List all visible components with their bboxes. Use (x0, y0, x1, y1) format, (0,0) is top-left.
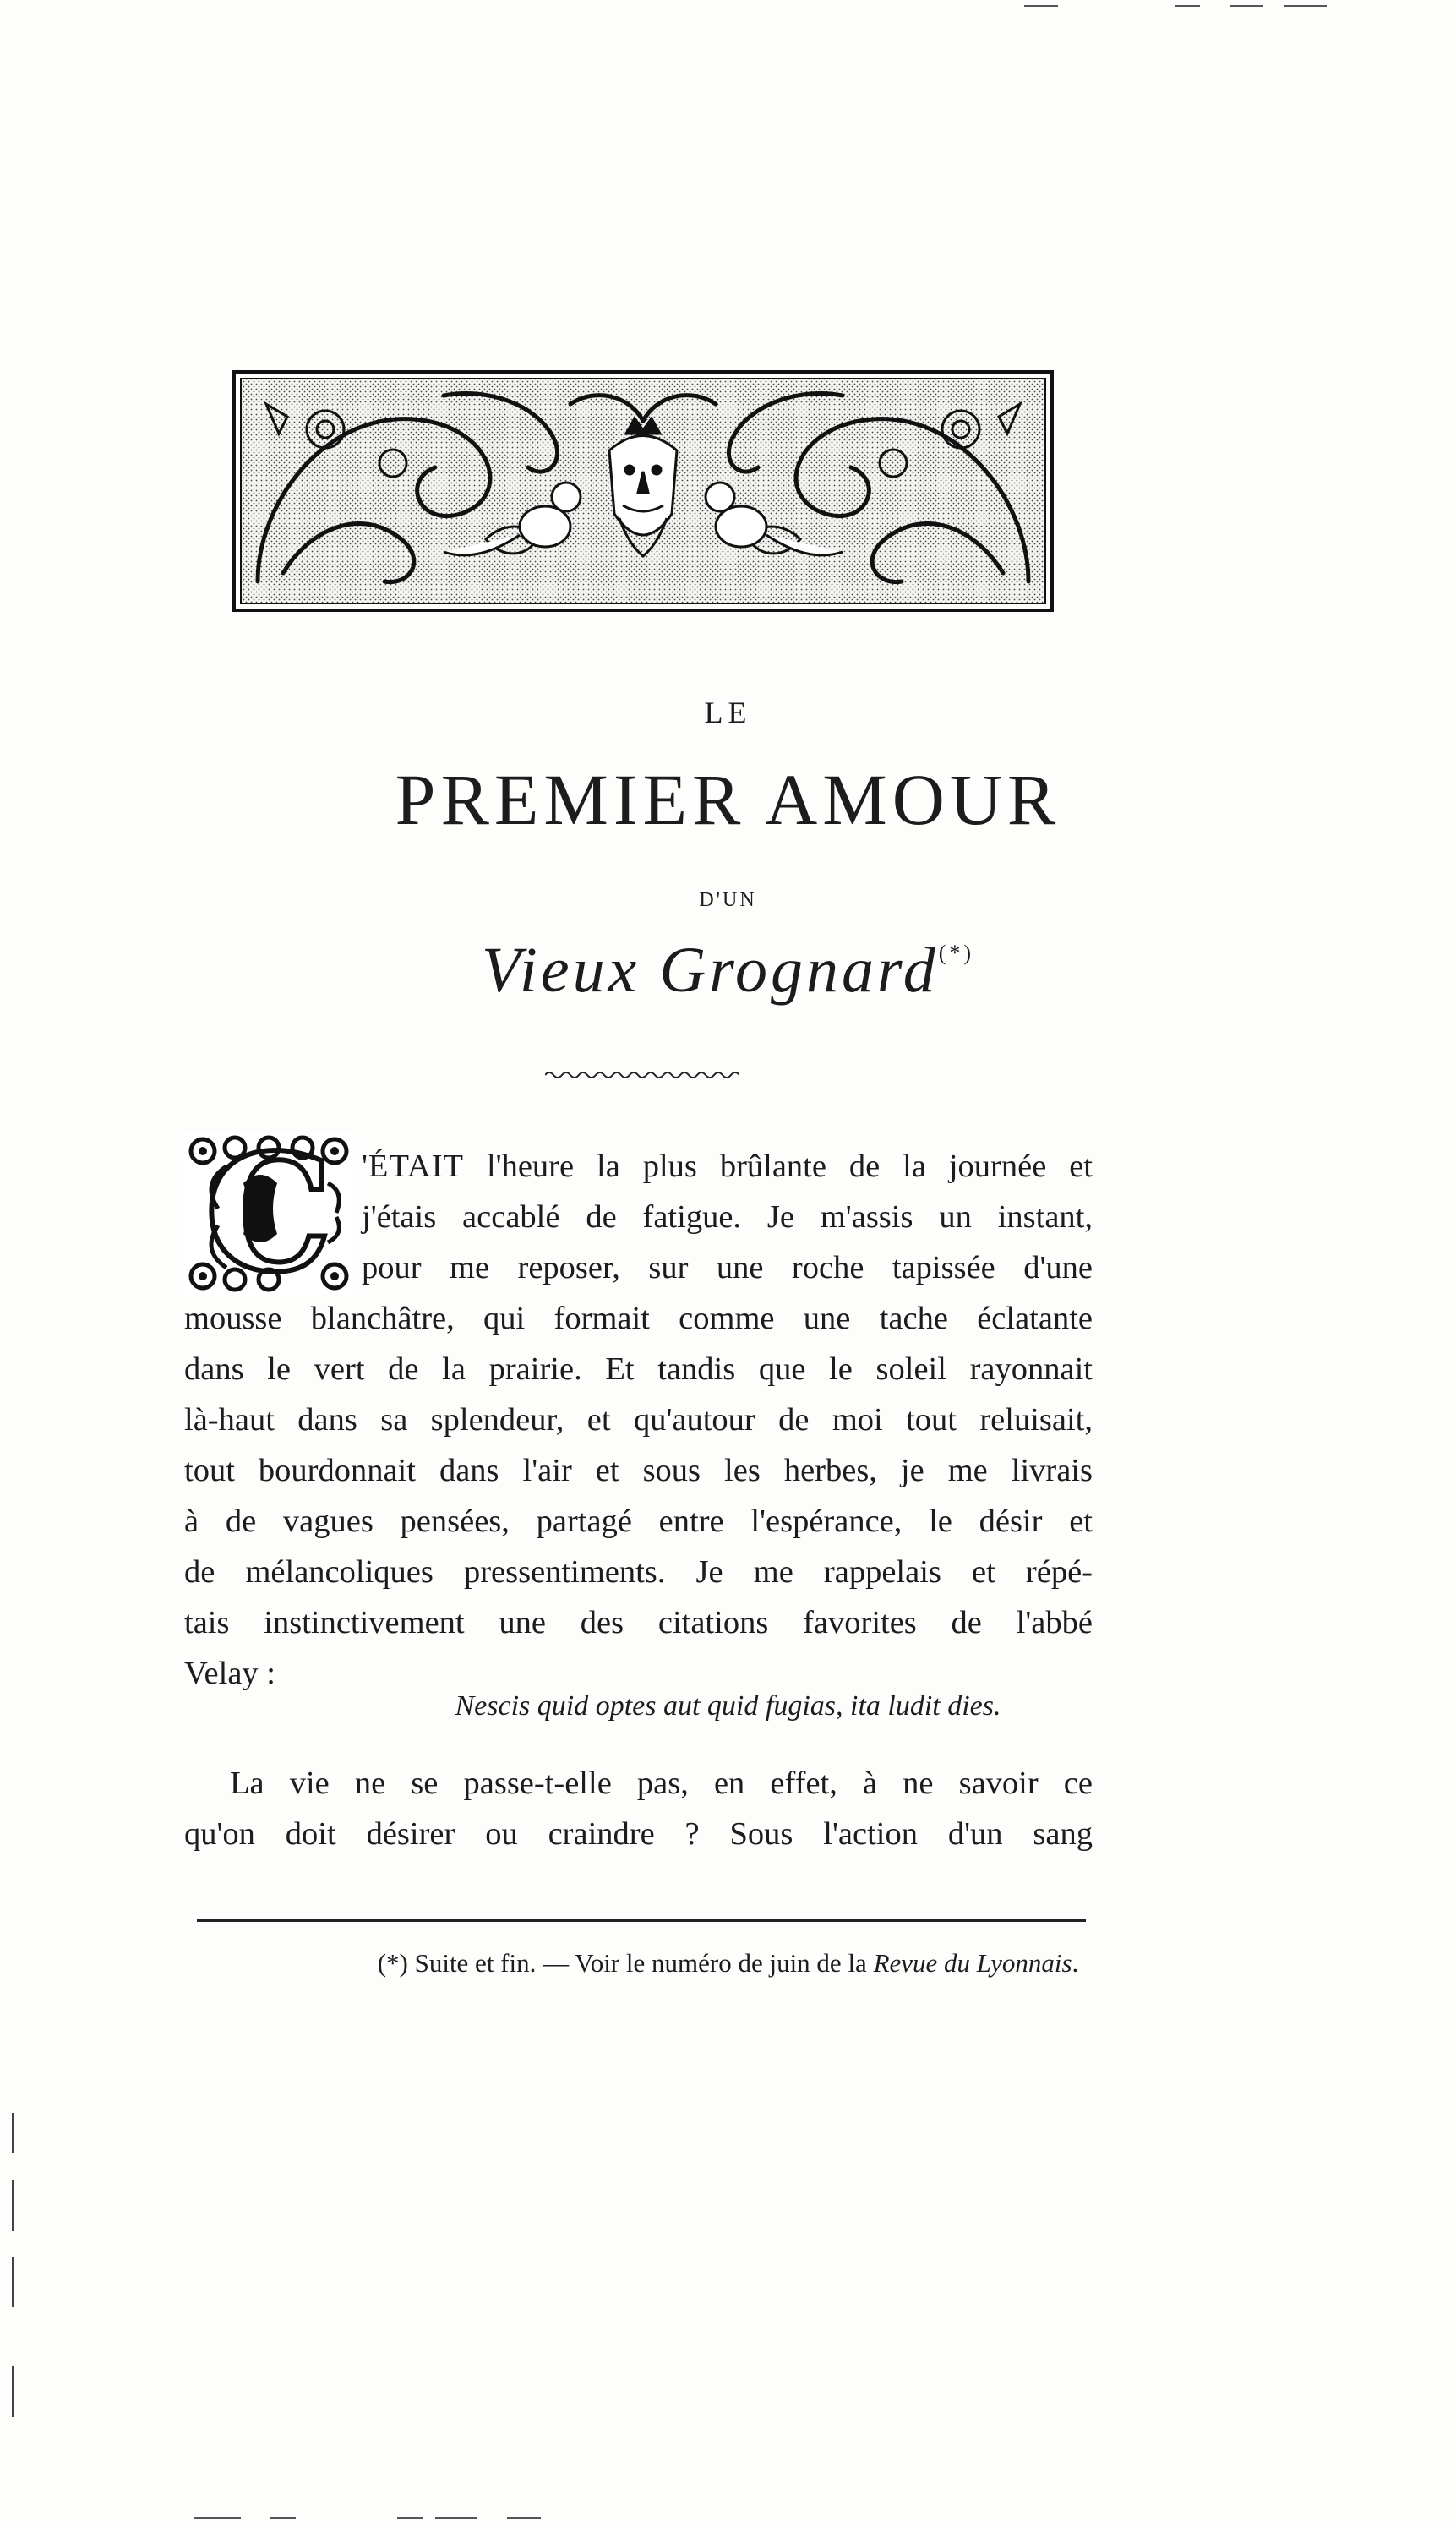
scan-margin-mark (12, 2180, 14, 2231)
paragraph-line: là-haut dans sa splendeur, et qu'autour de moi tout reluisait, (184, 1402, 1093, 1438)
scan-margin-mark (12, 2366, 14, 2417)
paragraph-line: dans le vert de la prairie. Et tandis que le soleil rayonnait (184, 1351, 1093, 1387)
scan-edge-mark (1024, 5, 1058, 7)
footnote-marker: (*) (938, 941, 975, 965)
paragraph-line: tout bourdonnait dans l'air et sous les herbes, je me livrais (184, 1453, 1093, 1488)
paragraph-line: pour me reposer, sur une roche tapissée d'une (362, 1250, 1093, 1285)
subtitle-text: Vieux Grognard (481, 935, 939, 1006)
paragraph-line: tais instinctivement une des citations favorites de l'abbé (184, 1605, 1093, 1640)
paragraph-line (362, 1141, 1093, 1192)
ornamental-headpiece (232, 370, 1054, 612)
title-article: LE (704, 696, 752, 729)
footnote-journal-title: Revue du Lyonnais (873, 1948, 1072, 1978)
scan-edge-mark (435, 2517, 477, 2519)
paragraph-line: La vie ne se passe-t-elle pas, en effet, à ne savoir ce (230, 1766, 1093, 1801)
decorative-wavy-rule (545, 1068, 739, 1082)
scan-margin-mark (12, 2113, 14, 2153)
paragraph-line: j'étais accablé de fatigue. Je m'assis un instant, (362, 1199, 1093, 1235)
scan-edge-mark (194, 2517, 241, 2519)
scan-edge-mark (1230, 5, 1263, 7)
paragraph-line: qu'on doit désirer ou craindre ? Sous l'action d'un sang (184, 1816, 1093, 1852)
footnote-text: (*) Suite et fin. — Voir le numéro de juin de la (377, 1948, 874, 1978)
scan-edge-mark (270, 2517, 296, 2519)
scan-edge-mark (507, 2517, 541, 2519)
scan-margin-mark (12, 2257, 14, 2307)
ornamental-drop-cap (184, 1133, 353, 1295)
paragraph-line-text: l'heure la plus brûlante de la journée et (464, 1149, 1093, 1184)
paragraph-line: mousse blanchâtre, qui formait comme une tache éclatante (184, 1301, 1093, 1336)
scan-edge-mark (1284, 5, 1327, 7)
scan-edge-mark (397, 2517, 423, 2519)
footnote-end: . (1072, 1948, 1079, 1978)
paragraph-line: à de vagues pensées, partagé entre l'espérance, le désir et (184, 1504, 1093, 1539)
title-connector: D'UN (699, 889, 757, 911)
scan-edge-mark (1175, 5, 1200, 7)
paragraph-line: de mélancoliques pressentiments. Je me rappelais et répé- (184, 1554, 1093, 1590)
drop-cap-word: 'ÉTAIT (362, 1149, 465, 1184)
paragraph-line: Velay : (184, 1656, 275, 1691)
drop-cap-letter: C (204, 1133, 333, 1295)
title-main: PREMIER AMOUR (395, 759, 1061, 840)
title-subtitle (0, 934, 1456, 1007)
footnote-separator (197, 1919, 1086, 1922)
drop-cap-ornament (184, 1133, 353, 1295)
latin-quotation: Nescis quid optes aut quid fugias, ita ludit dies. (455, 1690, 1001, 1722)
footnote (0, 1948, 1456, 1978)
